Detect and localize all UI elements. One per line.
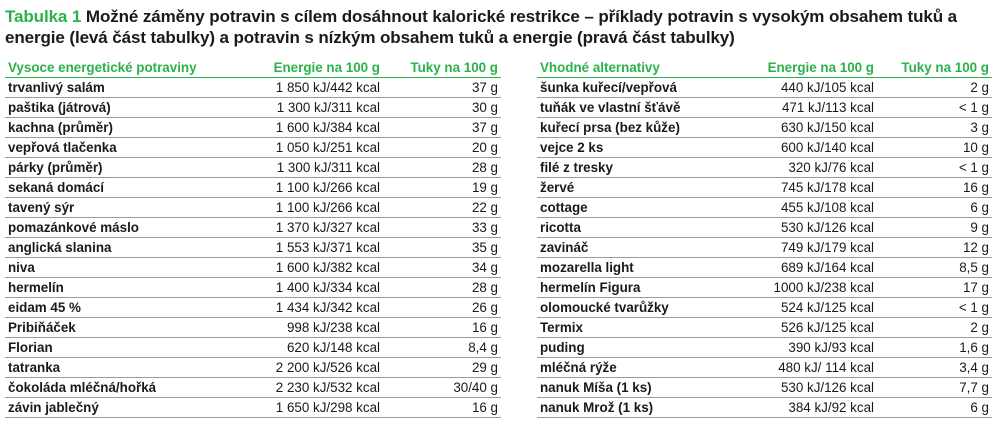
column-gap (501, 278, 537, 298)
table-row (5, 318, 992, 338)
right-fat-value: 17 g (877, 278, 992, 298)
left-food-name: párky (průměr) (5, 158, 251, 178)
right-energy-value: 320 kJ/76 kcal (747, 158, 877, 178)
table-row (5, 98, 992, 118)
right-fat-value: 9 g (877, 218, 992, 238)
right-fat-value: < 1 g (877, 98, 992, 118)
left-food-name: hermelín (5, 278, 251, 298)
left-food-name: sekaná domácí (5, 178, 251, 198)
header-right-name: Vhodné alternativy (537, 57, 747, 78)
right-fat-value: 7,7 g (877, 378, 992, 398)
table-row (5, 298, 992, 318)
left-fat-value: 37 g (383, 118, 501, 138)
left-fat-value: 30/40 g (383, 378, 501, 398)
right-fat-value: 12 g (877, 238, 992, 258)
food-swap-table (5, 57, 992, 418)
table-caption (5, 6, 992, 48)
left-energy-value: 2 230 kJ/532 kcal (251, 378, 383, 398)
table-row (5, 158, 992, 178)
left-energy-value: 1 650 kJ/298 kcal (251, 398, 383, 418)
column-gap (501, 358, 537, 378)
left-food-name: paštika (játrová) (5, 98, 251, 118)
left-fat-value: 20 g (383, 138, 501, 158)
table-row (5, 138, 992, 158)
column-gap (501, 298, 537, 318)
right-energy-value: 455 kJ/108 kcal (747, 198, 877, 218)
column-gap (501, 138, 537, 158)
right-fat-value: 3 g (877, 118, 992, 138)
table-body (5, 78, 992, 418)
right-fat-value: 6 g (877, 398, 992, 418)
left-fat-value: 33 g (383, 218, 501, 238)
right-food-name: ricotta (537, 218, 747, 238)
column-gap (501, 178, 537, 198)
right-fat-value: 6 g (877, 198, 992, 218)
left-fat-value: 16 g (383, 398, 501, 418)
column-gap (501, 238, 537, 258)
left-fat-value: 30 g (383, 98, 501, 118)
right-food-name: nanuk Míša (1 ks) (537, 378, 747, 398)
left-energy-value: 2 200 kJ/526 kcal (251, 358, 383, 378)
left-food-name: Pribiňáček (5, 318, 251, 338)
right-energy-value: 526 kJ/125 kcal (747, 318, 877, 338)
right-energy-value: 530 kJ/126 kcal (747, 218, 877, 238)
left-fat-value: 28 g (383, 158, 501, 178)
table-row (5, 78, 992, 98)
table-header-row (5, 57, 992, 78)
table-row (5, 218, 992, 238)
table-row (5, 398, 992, 418)
left-energy-value: 1 050 kJ/251 kcal (251, 138, 383, 158)
header-left-energy: Energie na 100 g (251, 57, 383, 78)
right-food-name: tuňák ve vlastní šťávě (537, 98, 747, 118)
column-gap (501, 258, 537, 278)
right-food-name: olomoucké tvarůžky (537, 298, 747, 318)
column-gap (501, 118, 537, 138)
column-gap (501, 318, 537, 338)
right-energy-value: 600 kJ/140 kcal (747, 138, 877, 158)
right-food-name: vejce 2 ks (537, 138, 747, 158)
left-fat-value: 22 g (383, 198, 501, 218)
left-food-name: vepřová tlačenka (5, 138, 251, 158)
left-food-name: Florian (5, 338, 251, 358)
right-food-name: Termix (537, 318, 747, 338)
right-fat-value: < 1 g (877, 158, 992, 178)
right-food-name: cottage (537, 198, 747, 218)
left-energy-value: 1 370 kJ/327 kcal (251, 218, 383, 238)
left-energy-value: 1 100 kJ/266 kcal (251, 178, 383, 198)
header-gap (501, 57, 537, 78)
left-energy-value: 1 300 kJ/311 kcal (251, 158, 383, 178)
table-row (5, 338, 992, 358)
left-fat-value: 37 g (383, 78, 501, 98)
right-energy-value: 440 kJ/105 kcal (747, 78, 877, 98)
column-gap (501, 338, 537, 358)
right-energy-value: 689 kJ/164 kcal (747, 258, 877, 278)
left-food-name: čokoláda mléčná/hořká (5, 378, 251, 398)
right-food-name: nanuk Mrož (1 ks) (537, 398, 747, 418)
column-gap (501, 158, 537, 178)
column-gap (501, 398, 537, 418)
table-row (5, 258, 992, 278)
column-gap (501, 78, 537, 98)
left-fat-value: 29 g (383, 358, 501, 378)
left-fat-value: 19 g (383, 178, 501, 198)
left-food-name: niva (5, 258, 251, 278)
table-caption-text: Možné záměny potravin s cílem dosáhnout kalorické restrikce – příklady potravin s vysokým obsahem tuků a energie (levá část tabulky) a potravin s nízkým obsahem tuků a energie (pravá část tabulky) (5, 7, 957, 47)
left-food-name: anglická slanina (5, 238, 251, 258)
column-gap (501, 378, 537, 398)
header-right-energy: Energie na 100 g (747, 57, 877, 78)
right-energy-value: 384 kJ/92 kcal (747, 398, 877, 418)
right-energy-value: 530 kJ/126 kcal (747, 378, 877, 398)
right-fat-value: 3,4 g (877, 358, 992, 378)
right-energy-value: 1000 kJ/238 kcal (747, 278, 877, 298)
column-gap (501, 198, 537, 218)
left-energy-value: 620 kJ/148 kcal (251, 338, 383, 358)
left-energy-value: 1 850 kJ/442 kcal (251, 78, 383, 98)
right-fat-value: 2 g (877, 318, 992, 338)
right-energy-value: 524 kJ/125 kcal (747, 298, 877, 318)
table-row (5, 278, 992, 298)
right-fat-value: < 1 g (877, 298, 992, 318)
right-food-name: mozarella light (537, 258, 747, 278)
right-fat-value: 2 g (877, 78, 992, 98)
left-fat-value: 28 g (383, 278, 501, 298)
left-energy-value: 998 kJ/238 kcal (251, 318, 383, 338)
right-energy-value: 471 kJ/113 kcal (747, 98, 877, 118)
right-energy-value: 745 kJ/178 kcal (747, 178, 877, 198)
left-food-name: tavený sýr (5, 198, 251, 218)
right-food-name: puding (537, 338, 747, 358)
right-energy-value: 630 kJ/150 kcal (747, 118, 877, 138)
right-energy-value: 480 kJ/ 114 kcal (747, 358, 877, 378)
left-food-name: kachna (průměr) (5, 118, 251, 138)
column-gap (501, 98, 537, 118)
right-energy-value: 749 kJ/179 kcal (747, 238, 877, 258)
right-fat-value: 16 g (877, 178, 992, 198)
header-left-name: Vysoce energetické potraviny (5, 57, 251, 78)
right-fat-value: 1,6 g (877, 338, 992, 358)
right-energy-value: 390 kJ/93 kcal (747, 338, 877, 358)
left-energy-value: 1 600 kJ/382 kcal (251, 258, 383, 278)
left-energy-value: 1 434 kJ/342 kcal (251, 298, 383, 318)
left-food-name: tatranka (5, 358, 251, 378)
left-energy-value: 1 553 kJ/371 kcal (251, 238, 383, 258)
left-fat-value: 8,4 g (383, 338, 501, 358)
column-gap (501, 218, 537, 238)
table-row (5, 378, 992, 398)
right-food-name: filé z tresky (537, 158, 747, 178)
left-fat-value: 26 g (383, 298, 501, 318)
left-food-name: pomazánkové máslo (5, 218, 251, 238)
right-food-name: žervé (537, 178, 747, 198)
table-caption-label: Tabulka 1 (5, 7, 82, 26)
left-energy-value: 1 300 kJ/311 kcal (251, 98, 383, 118)
left-energy-value: 1 400 kJ/334 kcal (251, 278, 383, 298)
right-fat-value: 8,5 g (877, 258, 992, 278)
table-row (5, 118, 992, 138)
header-left-fat: Tuky na 100 g (383, 57, 501, 78)
left-energy-value: 1 100 kJ/266 kcal (251, 198, 383, 218)
table-row (5, 238, 992, 258)
table-row (5, 198, 992, 218)
table-row (5, 358, 992, 378)
left-energy-value: 1 600 kJ/384 kcal (251, 118, 383, 138)
left-fat-value: 35 g (383, 238, 501, 258)
left-food-name: eidam 45 % (5, 298, 251, 318)
table-row (5, 178, 992, 198)
left-food-name: závin jablečný (5, 398, 251, 418)
right-food-name: zavináč (537, 238, 747, 258)
left-fat-value: 16 g (383, 318, 501, 338)
right-fat-value: 10 g (877, 138, 992, 158)
right-food-name: kuřecí prsa (bez kůže) (537, 118, 747, 138)
header-right-fat: Tuky na 100 g (877, 57, 992, 78)
right-food-name: mléčná rýže (537, 358, 747, 378)
right-food-name: šunka kuřecí/vepřová (537, 78, 747, 98)
right-food-name: hermelín Figura (537, 278, 747, 298)
left-fat-value: 34 g (383, 258, 501, 278)
left-food-name: trvanlivý salám (5, 78, 251, 98)
